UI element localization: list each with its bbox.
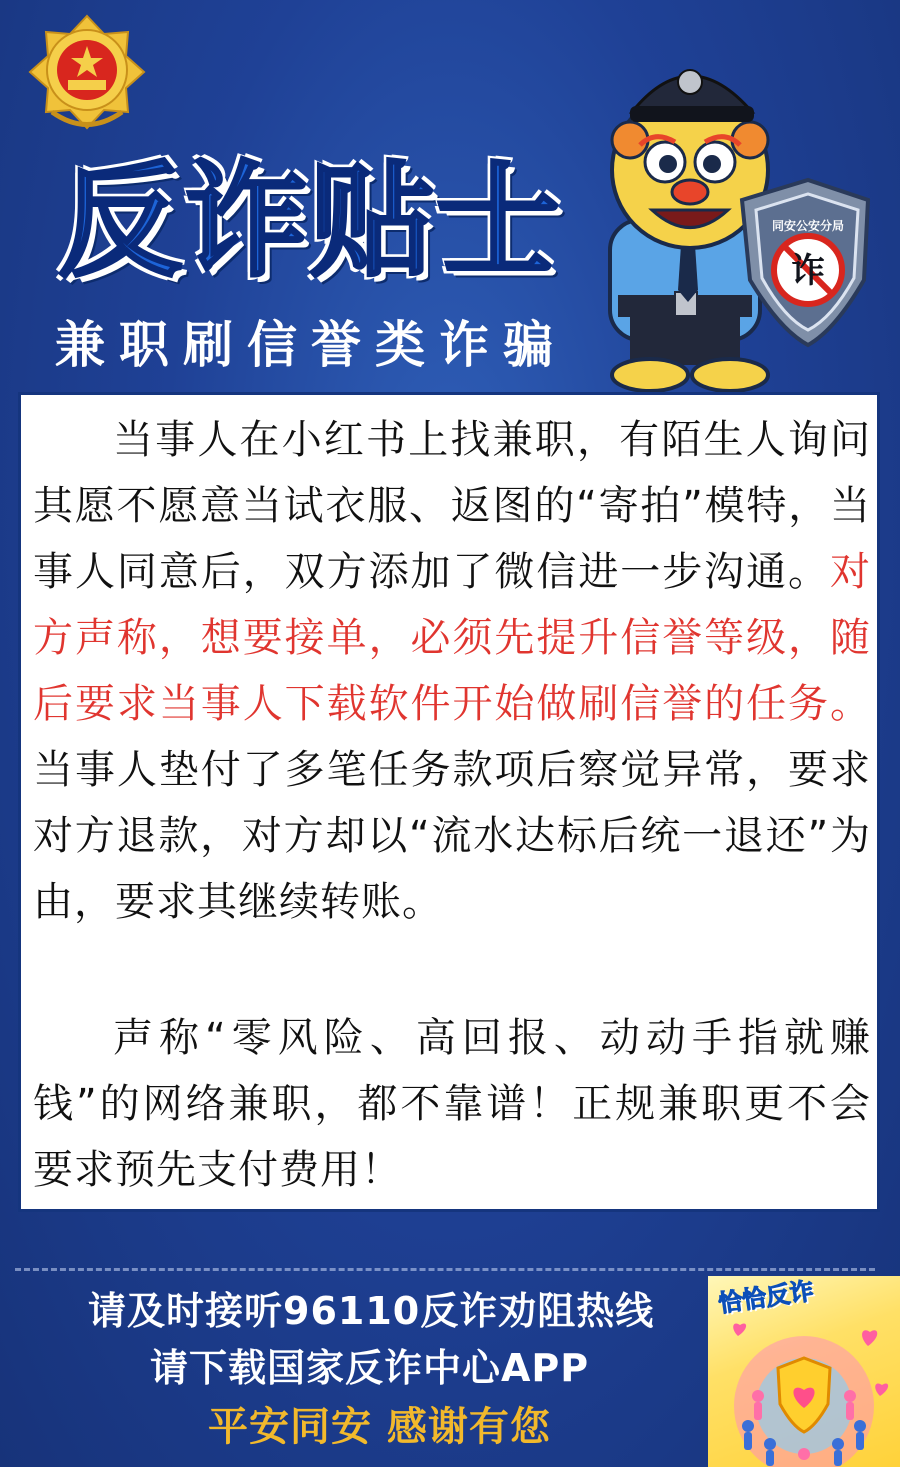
promo-illustration-icon (708, 1276, 900, 1467)
warning-paragraph: 声称“零风险、高回报、动动手指就赚钱”的网络兼职，都不靠谱！正规兼职更不会要求预先支付费用！ (33, 1015, 871, 1193)
page-title: 反诈贴士 (58, 150, 563, 294)
story-paragraph (33, 407, 871, 935)
app-download-text: 请下载国家反诈中心APP (150, 1346, 590, 1390)
promo-panel (708, 1276, 900, 1467)
shield-badge-text: 同安公安分局 (771, 219, 845, 233)
page-subtitle: 兼职刷信誉类诈骗 (55, 316, 567, 374)
shield-glyph: 诈 (791, 251, 825, 291)
content-card (18, 392, 880, 1212)
police-lion-mascot-icon (570, 30, 870, 395)
promo-title: 恰恰反诈 (716, 1276, 816, 1318)
thanks-slogan-text: 平安同安 感谢有您 (208, 1404, 551, 1450)
story-text-part1: 当事人在小红书上找兼职，有陌生人询问其愿不愿意当试衣服、返图的“寄拍”模特，当事人同意后，双方添加了微信进一步沟通。 (33, 417, 871, 595)
story-text-part2: 当事人垫付了多笔任务款项后察觉异常，要求对方退款，对方却以“流水达标后统一退还”为由，要求其继续转账。 (33, 747, 871, 925)
footer-divider (15, 1268, 875, 1271)
police-emblem-icon (22, 12, 152, 137)
hotline-text: 请及时接听96110反诈劝阻热线 (88, 1289, 655, 1333)
story-highlight-text: 对方声称，想要接单，必须先提升信誉等级，随后要求当事人下载软件开始做刷信誉的任务。 (33, 549, 871, 727)
